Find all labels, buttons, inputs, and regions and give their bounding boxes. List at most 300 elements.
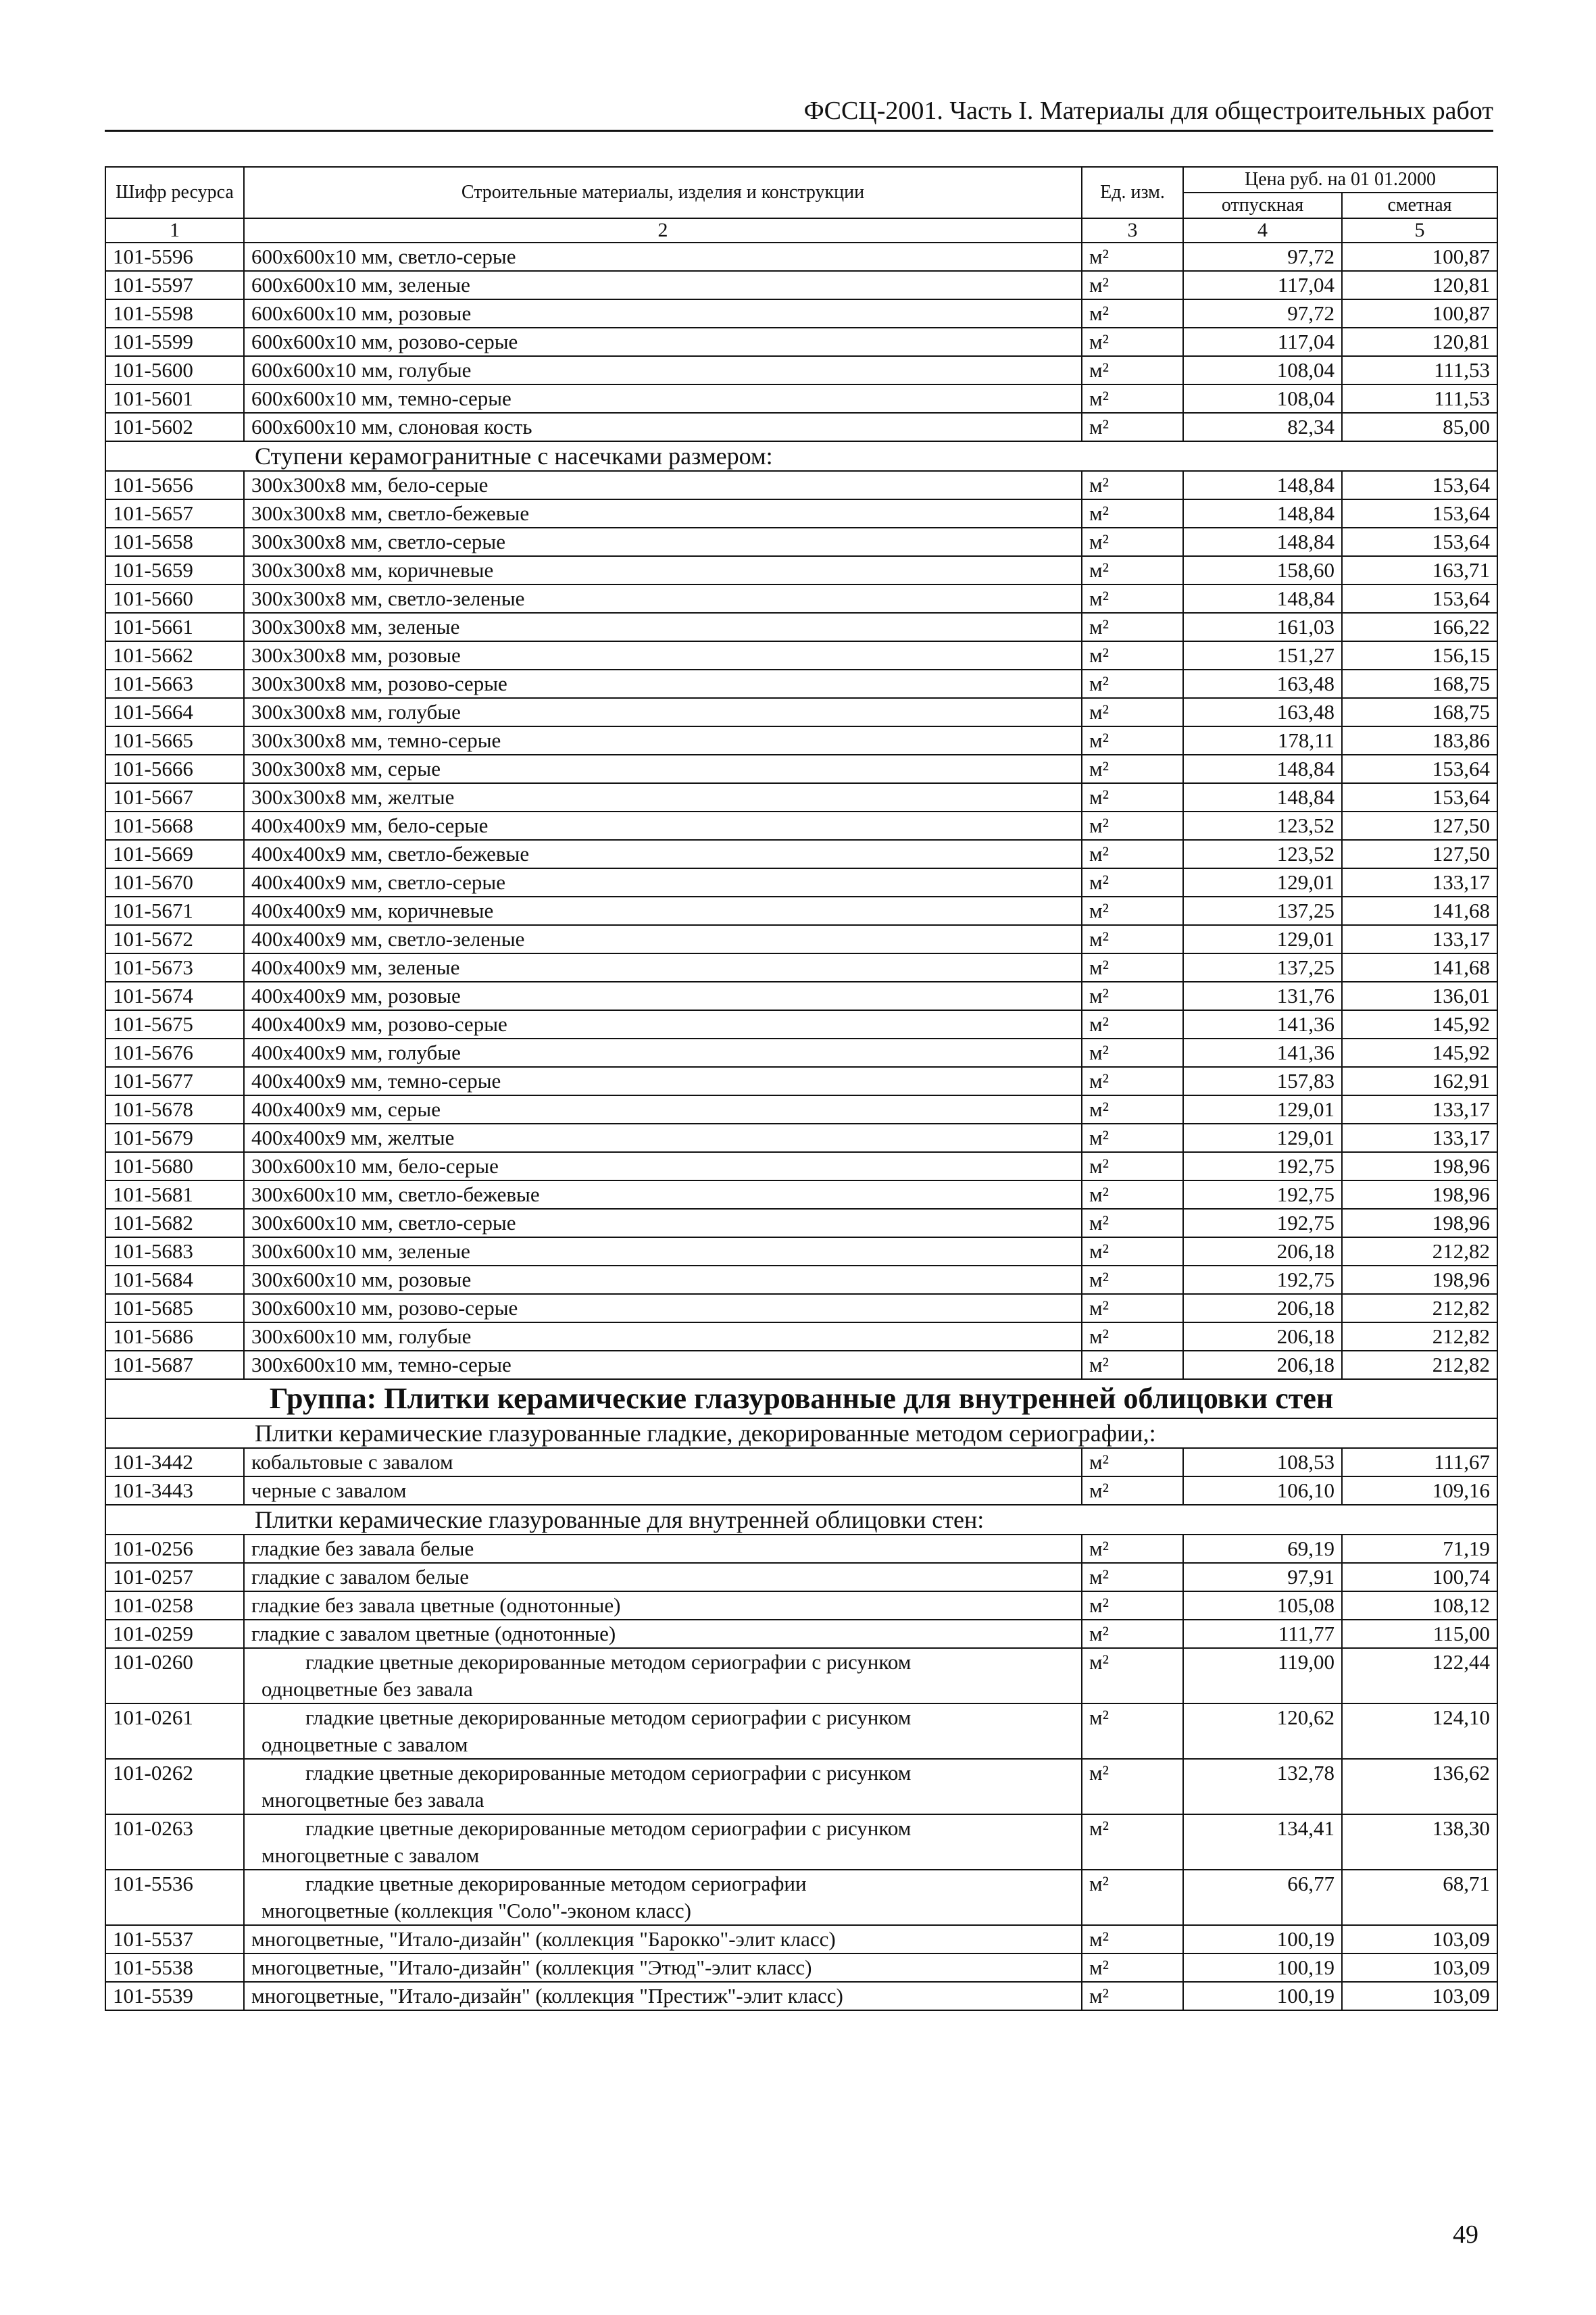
release-price: 163,48 bbox=[1183, 670, 1342, 698]
material-name: 600x600x10 мм, светло-серые bbox=[244, 243, 1082, 271]
estimate-price: 71,19 bbox=[1342, 1535, 1497, 1563]
material-name: 300x600x10 мм, бело-серые bbox=[244, 1152, 1082, 1180]
release-price: 148,84 bbox=[1183, 584, 1342, 613]
header-code: Шифр ресурса bbox=[105, 167, 244, 218]
estimate-price: 136,01 bbox=[1342, 982, 1497, 1010]
material-name: 300x600x10 мм, светло-бежевые bbox=[244, 1180, 1082, 1209]
material-name-line: одноцветные без завала bbox=[261, 1677, 473, 1701]
estimate-price: 127,50 bbox=[1342, 812, 1497, 840]
estimate-price: 111,53 bbox=[1342, 356, 1497, 384]
release-price: 97,72 bbox=[1183, 299, 1342, 328]
material-name: 400x400x9 мм, розовые bbox=[244, 982, 1082, 1010]
unit-cell: м² bbox=[1082, 670, 1183, 698]
table-row bbox=[105, 1351, 1497, 1379]
unit-cell: м² bbox=[1082, 584, 1183, 613]
release-price: 108,53 bbox=[1183, 1448, 1342, 1476]
release-price: 148,84 bbox=[1183, 783, 1342, 812]
unit-cell: м² bbox=[1082, 528, 1183, 556]
resource-code: 101-0259 bbox=[105, 1620, 244, 1648]
estimate-price: 198,96 bbox=[1342, 1152, 1497, 1180]
release-price: 206,18 bbox=[1183, 1294, 1342, 1322]
resource-code: 101-5671 bbox=[105, 897, 244, 925]
table-row bbox=[105, 299, 1497, 328]
resource-code: 101-5685 bbox=[105, 1294, 244, 1322]
resource-code: 101-5664 bbox=[105, 698, 244, 726]
unit-cell: м² bbox=[1082, 1351, 1183, 1379]
material-name: 300x300x8 мм, розовые bbox=[244, 641, 1082, 670]
release-price: 105,08 bbox=[1183, 1591, 1342, 1620]
unit-cell: м² bbox=[1082, 1476, 1183, 1505]
release-price: 108,04 bbox=[1183, 356, 1342, 384]
table-row bbox=[105, 1648, 1497, 1703]
release-price: 123,52 bbox=[1183, 812, 1342, 840]
release-price: 97,72 bbox=[1183, 243, 1342, 271]
table-row bbox=[105, 897, 1497, 925]
table-row bbox=[105, 1294, 1497, 1322]
material-name: 400x400x9 мм, желтые bbox=[244, 1124, 1082, 1152]
resource-code: 101-0261 bbox=[105, 1703, 244, 1759]
table-row bbox=[105, 726, 1497, 755]
group-heading: Группа: Плитки керамические глазурованные для внутренней облицовки стен bbox=[105, 1379, 1497, 1418]
table-row bbox=[105, 868, 1497, 897]
material-name bbox=[244, 1703, 1082, 1759]
estimate-price: 198,96 bbox=[1342, 1180, 1497, 1209]
estimate-price: 183,86 bbox=[1342, 726, 1497, 755]
material-name: 300x300x8 мм, светло-бежевые bbox=[244, 499, 1082, 528]
table-row bbox=[105, 1563, 1497, 1591]
table-row bbox=[105, 1266, 1497, 1294]
table-row bbox=[105, 1039, 1497, 1067]
header-release-price: отпускная bbox=[1183, 193, 1342, 218]
unit-cell: м² bbox=[1082, 1953, 1183, 1982]
table-row bbox=[105, 243, 1497, 271]
resource-code: 101-5597 bbox=[105, 271, 244, 299]
estimate-price: 153,64 bbox=[1342, 499, 1497, 528]
page-number: 49 bbox=[1453, 2220, 1478, 2249]
unit-cell: м² bbox=[1082, 1982, 1183, 2010]
material-name: 400x400x9 мм, розово-серые bbox=[244, 1010, 1082, 1039]
material-name bbox=[244, 1648, 1082, 1703]
resource-code: 101-5681 bbox=[105, 1180, 244, 1209]
release-price: 161,03 bbox=[1183, 613, 1342, 641]
section-subheading-row bbox=[105, 1505, 1497, 1535]
release-price: 178,11 bbox=[1183, 726, 1342, 755]
estimate-price: 120,81 bbox=[1342, 271, 1497, 299]
release-price: 119,00 bbox=[1183, 1648, 1342, 1703]
unit-cell: м² bbox=[1082, 1124, 1183, 1152]
table-row bbox=[105, 1095, 1497, 1124]
unit-cell: м² bbox=[1082, 299, 1183, 328]
material-name bbox=[244, 1870, 1082, 1925]
resource-code: 101-5665 bbox=[105, 726, 244, 755]
release-price: 206,18 bbox=[1183, 1322, 1342, 1351]
material-name: 300x300x8 мм, темно-серые bbox=[244, 726, 1082, 755]
table-row bbox=[105, 1124, 1497, 1152]
unit-cell: м² bbox=[1082, 413, 1183, 441]
release-price: 157,83 bbox=[1183, 1067, 1342, 1095]
table-row bbox=[105, 1152, 1497, 1180]
unit-cell: м² bbox=[1082, 328, 1183, 356]
unit-cell: м² bbox=[1082, 471, 1183, 499]
unit-cell: м² bbox=[1082, 868, 1183, 897]
unit-cell: м² bbox=[1082, 1870, 1183, 1925]
estimate-price: 127,50 bbox=[1342, 840, 1497, 868]
unit-cell: м² bbox=[1082, 1294, 1183, 1322]
estimate-price: 100,87 bbox=[1342, 243, 1497, 271]
release-price: 66,77 bbox=[1183, 1870, 1342, 1925]
table-row bbox=[105, 925, 1497, 953]
estimate-price: 103,09 bbox=[1342, 1953, 1497, 1982]
resource-code: 101-0257 bbox=[105, 1563, 244, 1591]
resource-code: 101-5679 bbox=[105, 1124, 244, 1152]
material-name: 300x600x10 мм, светло-серые bbox=[244, 1209, 1082, 1237]
table-row bbox=[105, 1067, 1497, 1095]
material-name: гладкие с завалом цветные (однотонные) bbox=[244, 1620, 1082, 1648]
table-row bbox=[105, 953, 1497, 982]
unit-cell: м² bbox=[1082, 1209, 1183, 1237]
resource-code: 101-5598 bbox=[105, 299, 244, 328]
release-price: 148,84 bbox=[1183, 471, 1342, 499]
resource-code: 101-5676 bbox=[105, 1039, 244, 1067]
column-number: 3 bbox=[1082, 218, 1183, 243]
unit-cell: м² bbox=[1082, 982, 1183, 1010]
estimate-price: 168,75 bbox=[1342, 698, 1497, 726]
material-name: 400x400x9 мм, темно-серые bbox=[244, 1067, 1082, 1095]
release-price: 123,52 bbox=[1183, 840, 1342, 868]
material-name: 400x400x9 мм, светло-зеленые bbox=[244, 925, 1082, 953]
material-name: 300x300x8 мм, светло-серые bbox=[244, 528, 1082, 556]
table-row bbox=[105, 1925, 1497, 1953]
table-row bbox=[105, 356, 1497, 384]
unit-cell: м² bbox=[1082, 1237, 1183, 1266]
price-table bbox=[105, 166, 1498, 2011]
column-number: 1 bbox=[105, 218, 244, 243]
resource-code: 101-5666 bbox=[105, 755, 244, 783]
material-name: 300x600x10 мм, розовые bbox=[244, 1266, 1082, 1294]
table-row bbox=[105, 1982, 1497, 2010]
estimate-price: 68,71 bbox=[1342, 1870, 1497, 1925]
resource-code: 101-5687 bbox=[105, 1351, 244, 1379]
table-row bbox=[105, 271, 1497, 299]
release-price: 100,19 bbox=[1183, 1925, 1342, 1953]
material-name-line: одноцветные с завалом bbox=[261, 1733, 468, 1756]
release-price: 192,75 bbox=[1183, 1180, 1342, 1209]
resource-code: 101-5538 bbox=[105, 1953, 244, 1982]
page-header: ФССЦ-2001. Часть I. Материалы для общестроительных работ bbox=[105, 95, 1493, 132]
material-name-line: многоцветные без завала bbox=[261, 1788, 484, 1812]
table-row bbox=[105, 982, 1497, 1010]
resource-code: 101-5657 bbox=[105, 499, 244, 528]
material-name: 300x300x8 мм, голубые bbox=[244, 698, 1082, 726]
resource-code: 101-0258 bbox=[105, 1591, 244, 1620]
unit-cell: м² bbox=[1082, 1152, 1183, 1180]
release-price: 106,10 bbox=[1183, 1476, 1342, 1505]
release-price: 129,01 bbox=[1183, 925, 1342, 953]
material-name: 300x600x10 мм, розово-серые bbox=[244, 1294, 1082, 1322]
material-name: 600x600x10 мм, зеленые bbox=[244, 271, 1082, 299]
release-price: 132,78 bbox=[1183, 1759, 1342, 1814]
table-row bbox=[105, 1703, 1497, 1759]
estimate-price: 156,15 bbox=[1342, 641, 1497, 670]
table-row bbox=[105, 1591, 1497, 1620]
release-price: 131,76 bbox=[1183, 982, 1342, 1010]
resource-code: 101-5662 bbox=[105, 641, 244, 670]
table-row bbox=[105, 1180, 1497, 1209]
estimate-price: 168,75 bbox=[1342, 670, 1497, 698]
material-name: 400x400x9 мм, бело-серые bbox=[244, 812, 1082, 840]
estimate-price: 115,00 bbox=[1342, 1620, 1497, 1648]
unit-cell: м² bbox=[1082, 1925, 1183, 1953]
material-name: 300x300x8 мм, желтые bbox=[244, 783, 1082, 812]
release-price: 111,77 bbox=[1183, 1620, 1342, 1648]
estimate-price: 153,64 bbox=[1342, 755, 1497, 783]
unit-cell: м² bbox=[1082, 1620, 1183, 1648]
estimate-price: 162,91 bbox=[1342, 1067, 1497, 1095]
resource-code: 101-5660 bbox=[105, 584, 244, 613]
header-price: Цена руб. на 01 01.2000 bbox=[1183, 167, 1497, 193]
material-name: 300x300x8 мм, светло-зеленые bbox=[244, 584, 1082, 613]
release-price: 137,25 bbox=[1183, 897, 1342, 925]
table-row bbox=[105, 556, 1497, 584]
unit-cell: м² bbox=[1082, 1448, 1183, 1476]
estimate-price: 198,96 bbox=[1342, 1209, 1497, 1237]
table-row bbox=[105, 1870, 1497, 1925]
release-price: 97,91 bbox=[1183, 1563, 1342, 1591]
table-row bbox=[105, 840, 1497, 868]
resource-code: 101-5536 bbox=[105, 1870, 244, 1925]
unit-cell: м² bbox=[1082, 1759, 1183, 1814]
table-row bbox=[105, 328, 1497, 356]
table-row bbox=[105, 613, 1497, 641]
material-name: 300x300x8 мм, серые bbox=[244, 755, 1082, 783]
estimate-price: 122,44 bbox=[1342, 1648, 1497, 1703]
estimate-price: 212,82 bbox=[1342, 1351, 1497, 1379]
table-row bbox=[105, 1209, 1497, 1237]
table-row bbox=[105, 584, 1497, 613]
resource-code: 101-0256 bbox=[105, 1535, 244, 1563]
table-row bbox=[105, 1814, 1497, 1870]
material-name: многоцветные, "Итало-дизайн" (коллекция "Престиж"-элит класс) bbox=[244, 1982, 1082, 2010]
release-price: 192,75 bbox=[1183, 1152, 1342, 1180]
table-row bbox=[105, 670, 1497, 698]
unit-cell: м² bbox=[1082, 925, 1183, 953]
estimate-price: 100,74 bbox=[1342, 1563, 1497, 1591]
material-name: 600x600x10 мм, розовые bbox=[244, 299, 1082, 328]
release-price: 163,48 bbox=[1183, 698, 1342, 726]
estimate-price: 212,82 bbox=[1342, 1237, 1497, 1266]
header-unit: Ед. изм. bbox=[1082, 167, 1183, 218]
release-price: 69,19 bbox=[1183, 1535, 1342, 1563]
group-heading-row bbox=[105, 1379, 1497, 1418]
estimate-price: 153,64 bbox=[1342, 471, 1497, 499]
release-price: 141,36 bbox=[1183, 1039, 1342, 1067]
material-name: 300x600x10 мм, голубые bbox=[244, 1322, 1082, 1351]
material-name: 400x400x9 мм, голубые bbox=[244, 1039, 1082, 1067]
unit-cell: м² bbox=[1082, 1591, 1183, 1620]
unit-cell: м² bbox=[1082, 953, 1183, 982]
unit-cell: м² bbox=[1082, 726, 1183, 755]
estimate-price: 133,17 bbox=[1342, 1124, 1497, 1152]
release-price: 82,34 bbox=[1183, 413, 1342, 441]
material-name-line: гладкие цветные декорированные методом сериографии с рисунком bbox=[305, 1761, 912, 1785]
estimate-price: 100,87 bbox=[1342, 299, 1497, 328]
header-name: Строительные материалы, изделия и конструкции bbox=[244, 167, 1082, 218]
resource-code: 101-5539 bbox=[105, 1982, 244, 2010]
resource-code: 101-5596 bbox=[105, 243, 244, 271]
resource-code: 101-5668 bbox=[105, 812, 244, 840]
table-row bbox=[105, 1010, 1497, 1039]
release-price: 206,18 bbox=[1183, 1351, 1342, 1379]
estimate-price: 198,96 bbox=[1342, 1266, 1497, 1294]
release-price: 141,36 bbox=[1183, 1010, 1342, 1039]
material-name: гладкие без завала цветные (однотонные) bbox=[244, 1591, 1082, 1620]
section-subheading-row bbox=[105, 441, 1497, 471]
unit-cell: м² bbox=[1082, 698, 1183, 726]
estimate-price: 111,53 bbox=[1342, 384, 1497, 413]
material-name: черные с завалом bbox=[244, 1476, 1082, 1505]
table-row bbox=[105, 1759, 1497, 1814]
estimate-price: 163,71 bbox=[1342, 556, 1497, 584]
table-row bbox=[105, 755, 1497, 783]
release-price: 129,01 bbox=[1183, 1095, 1342, 1124]
material-name bbox=[244, 1814, 1082, 1870]
resource-code: 101-5674 bbox=[105, 982, 244, 1010]
unit-cell: м² bbox=[1082, 1180, 1183, 1209]
resource-code: 101-0263 bbox=[105, 1814, 244, 1870]
release-price: 148,84 bbox=[1183, 755, 1342, 783]
unit-cell: м² bbox=[1082, 755, 1183, 783]
section-subheading: Плитки керамические глазурованные для внутренней облицовки стен: bbox=[105, 1505, 1497, 1535]
table-row bbox=[105, 1237, 1497, 1266]
column-number-row bbox=[105, 218, 1497, 243]
resource-code: 101-5661 bbox=[105, 613, 244, 641]
table-row bbox=[105, 413, 1497, 441]
material-name: 300x300x8 мм, бело-серые bbox=[244, 471, 1082, 499]
column-number: 5 bbox=[1342, 218, 1497, 243]
table-row bbox=[105, 384, 1497, 413]
resource-code: 101-5667 bbox=[105, 783, 244, 812]
column-number: 4 bbox=[1183, 218, 1342, 243]
release-price: 117,04 bbox=[1183, 271, 1342, 299]
estimate-price: 120,81 bbox=[1342, 328, 1497, 356]
unit-cell: м² bbox=[1082, 1648, 1183, 1703]
unit-cell: м² bbox=[1082, 356, 1183, 384]
table-row bbox=[105, 783, 1497, 812]
unit-cell: м² bbox=[1082, 613, 1183, 641]
unit-cell: м² bbox=[1082, 384, 1183, 413]
resource-code: 101-5601 bbox=[105, 384, 244, 413]
resource-code: 101-5686 bbox=[105, 1322, 244, 1351]
table-row bbox=[105, 528, 1497, 556]
resource-code: 101-5673 bbox=[105, 953, 244, 982]
resource-code: 101-5677 bbox=[105, 1067, 244, 1095]
column-number: 2 bbox=[244, 218, 1082, 243]
material-name: гладкие без завала белые bbox=[244, 1535, 1082, 1563]
release-price: 148,84 bbox=[1183, 499, 1342, 528]
table-header-row bbox=[105, 167, 1497, 193]
material-name-line: многоцветные (коллекция "Соло"-эконом класс) bbox=[261, 1899, 691, 1922]
table-row bbox=[105, 1535, 1497, 1563]
release-price: 108,04 bbox=[1183, 384, 1342, 413]
section-subheading-row bbox=[105, 1418, 1497, 1448]
estimate-price: 111,67 bbox=[1342, 1448, 1497, 1476]
material-name: многоцветные, "Итало-дизайн" (коллекция "Барокко"-элит класс) bbox=[244, 1925, 1082, 1953]
material-name: 300x300x8 мм, коричневые bbox=[244, 556, 1082, 584]
table-row bbox=[105, 1953, 1497, 1982]
release-price: 192,75 bbox=[1183, 1209, 1342, 1237]
section-subheading: Ступени керамогранитные с насечками размером: bbox=[105, 441, 1497, 471]
estimate-price: 138,30 bbox=[1342, 1814, 1497, 1870]
unit-cell: м² bbox=[1082, 1010, 1183, 1039]
estimate-price: 141,68 bbox=[1342, 897, 1497, 925]
resource-code: 101-5663 bbox=[105, 670, 244, 698]
estimate-price: 153,64 bbox=[1342, 783, 1497, 812]
release-price: 100,19 bbox=[1183, 1953, 1342, 1982]
material-name: 400x400x9 мм, коричневые bbox=[244, 897, 1082, 925]
resource-code: 101-5684 bbox=[105, 1266, 244, 1294]
estimate-price: 85,00 bbox=[1342, 413, 1497, 441]
resource-code: 101-5659 bbox=[105, 556, 244, 584]
resource-code: 101-5672 bbox=[105, 925, 244, 953]
resource-code: 101-5669 bbox=[105, 840, 244, 868]
resource-code: 101-5670 bbox=[105, 868, 244, 897]
table-row bbox=[105, 1322, 1497, 1351]
material-name: 400x400x9 мм, светло-серые bbox=[244, 868, 1082, 897]
material-name: 600x600x10 мм, слоновая кость bbox=[244, 413, 1082, 441]
release-price: 120,62 bbox=[1183, 1703, 1342, 1759]
estimate-price: 145,92 bbox=[1342, 1010, 1497, 1039]
material-name: 600x600x10 мм, голубые bbox=[244, 356, 1082, 384]
release-price: 192,75 bbox=[1183, 1266, 1342, 1294]
unit-cell: м² bbox=[1082, 812, 1183, 840]
material-name: 400x400x9 мм, светло-бежевые bbox=[244, 840, 1082, 868]
unit-cell: м² bbox=[1082, 840, 1183, 868]
resource-code: 101-5675 bbox=[105, 1010, 244, 1039]
material-name: 400x400x9 мм, зеленые bbox=[244, 953, 1082, 982]
material-name: многоцветные, "Итало-дизайн" (коллекция "Этюд"-элит класс) bbox=[244, 1953, 1082, 1982]
resource-code: 101-5658 bbox=[105, 528, 244, 556]
release-price: 148,84 bbox=[1183, 528, 1342, 556]
unit-cell: м² bbox=[1082, 1039, 1183, 1067]
unit-cell: м² bbox=[1082, 1563, 1183, 1591]
unit-cell: м² bbox=[1082, 271, 1183, 299]
unit-cell: м² bbox=[1082, 1095, 1183, 1124]
estimate-price: 212,82 bbox=[1342, 1322, 1497, 1351]
material-name: 600x600x10 мм, розово-серые bbox=[244, 328, 1082, 356]
material-name: 300x600x10 мм, зеленые bbox=[244, 1237, 1082, 1266]
table-row bbox=[105, 1620, 1497, 1648]
estimate-price: 109,16 bbox=[1342, 1476, 1497, 1505]
release-price: 129,01 bbox=[1183, 1124, 1342, 1152]
material-name-line: гладкие цветные декорированные методом сериографии с рисунком bbox=[305, 1706, 912, 1729]
release-price: 158,60 bbox=[1183, 556, 1342, 584]
estimate-price: 133,17 bbox=[1342, 1095, 1497, 1124]
release-price: 117,04 bbox=[1183, 328, 1342, 356]
resource-code: 101-5682 bbox=[105, 1209, 244, 1237]
material-name: 300x600x10 мм, темно-серые bbox=[244, 1351, 1082, 1379]
estimate-price: 166,22 bbox=[1342, 613, 1497, 641]
estimate-price: 145,92 bbox=[1342, 1039, 1497, 1067]
material-name-line: гладкие цветные декорированные методом сериографии bbox=[305, 1872, 807, 1895]
material-name: 600x600x10 мм, темно-серые bbox=[244, 384, 1082, 413]
material-name: 400x400x9 мм, серые bbox=[244, 1095, 1082, 1124]
table-row bbox=[105, 1448, 1497, 1476]
estimate-price: 153,64 bbox=[1342, 584, 1497, 613]
resource-code: 101-5602 bbox=[105, 413, 244, 441]
material-name: кобальтовые с завалом bbox=[244, 1448, 1082, 1476]
unit-cell: м² bbox=[1082, 1266, 1183, 1294]
resource-code: 101-0262 bbox=[105, 1759, 244, 1814]
